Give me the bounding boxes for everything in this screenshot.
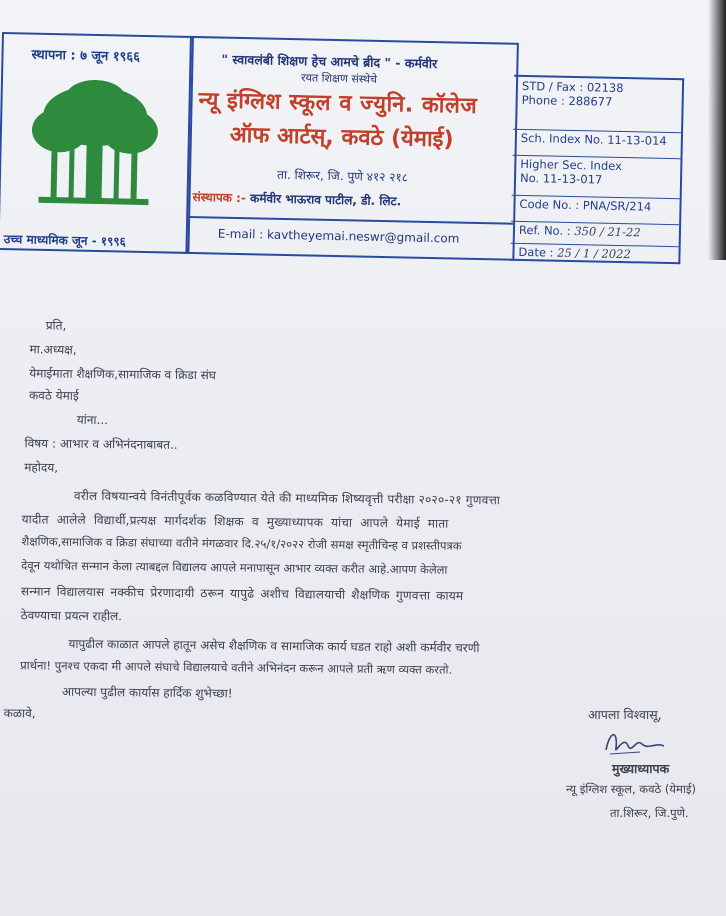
founder-name: कर्मवीर भाऊराव पाटील, डी. लिट. — [249, 191, 402, 209]
paragraph1-line4: देवून यथोचित सन्मान केला त्याबद्दल विद्यालय आपले मनापासून आभार व्यक्त करीत आहे.आपण केलेला — [21, 558, 448, 577]
school-address: ता. शिरूर, जि. पुणे ४१२ २१८ — [276, 167, 409, 185]
paragraph3: आपल्या पुढील कार्यास हार्दिक शुभेच्छा! — [61, 684, 233, 701]
email-address: E-mail : kavtheyemai.neswr@gmail.com — [217, 226, 460, 246]
std-fax: STD / Fax : 02138 — [521, 78, 624, 96]
code-no: Code No. : PNA/SR/214 — [519, 196, 652, 214]
page-shadow — [708, 0, 726, 260]
signature-scribble — [600, 724, 670, 758]
paragraph1-line1: वरील विषयान्वये विनंतीपूर्वक कळविण्यात येते की माध्यमिक शिष्यवृत्ती परीक्षा २०२०-२१ गुणवत्ता — [73, 488, 501, 508]
closing: आपला विश्वासू, — [588, 707, 662, 722]
paragraph1-line6: ठेवण्याचा प्रयत्न राहील. — [20, 608, 123, 624]
contact-info-cell — [510, 75, 684, 265]
ref-label: Ref. No. : — [518, 222, 571, 238]
society-name: रयत शिक्षण संस्थेचे — [300, 71, 378, 86]
junior-college-date: उच्च माध्यमिक जून - १९९६ — [3, 232, 126, 249]
school-stamp: न्यू इंग्लिश स्कूल, कवठे (येमाई) — [566, 782, 696, 796]
place: कवठे येमाई — [28, 388, 79, 403]
to-line: प्रति, — [45, 318, 67, 333]
established-date: स्थापना : ७ जून १९६६ — [31, 47, 141, 65]
banyan-tree-logo — [28, 75, 161, 218]
sch-index: Sch. Index No. 11-13-014 — [520, 130, 667, 148]
paragraph2-line2: प्रार्थना! पुनश्च एकदा मी आपले संघाचे विद्यालयाचे वतीने अभिनंदन करून आपले प्रती ऋण व्यक्त करतो. — [20, 658, 453, 677]
date-label: Date : — [518, 244, 554, 260]
kalave: कळावे, — [3, 706, 36, 721]
addressee: मा.अध्यक्ष, — [29, 342, 77, 357]
school-name-line1: न्यू इंग्लिश स्कूल व ज्युनि. कॉलेज — [198, 88, 478, 119]
fax-phone-row — [513, 77, 682, 134]
founder-label: संस्थापक :- — [192, 190, 247, 206]
school-name-cell — [185, 36, 518, 261]
salutation: महोदय, — [24, 460, 59, 475]
higher-sec-number: No. 11-13-017 — [519, 170, 603, 187]
date-value: 25 / 1 / 2022 — [557, 245, 631, 262]
paragraph1-line2: यादीत आलेले विद्यार्थी,प्रत्यक्ष मार्गदर्शक शिक्षक व मुख्याध्यापक यांचा आपले येमाई माता — [21, 512, 449, 531]
designation: मुख्याध्यापक — [612, 761, 670, 776]
paragraph1-line5: सन्मान विद्यालयास नक्कीच प्रेरणादायी ठरून यापुढे अशीच विद्यालयाची शैक्षणिक गुणवत्ता कायम — [20, 584, 464, 603]
phone-number: Phone : 288677 — [521, 92, 613, 109]
letterhead — [0, 32, 690, 264]
higher-sec-label: Higher Sec. Index — [520, 156, 623, 174]
taluka-stamp: ता.शिरूर, जि.पुणे. — [610, 806, 689, 820]
email-row — [187, 216, 513, 259]
yana: यांना... — [76, 412, 109, 428]
school-name-line2: ऑफ आर्टस्, कवठे (येमाई) — [229, 122, 454, 153]
motto: " स्वावलंबी शिक्षण हेच आमचे ब्रीद " - कर्मवीर — [221, 51, 438, 72]
higher-sec-row — [512, 155, 681, 200]
date-row — [510, 243, 678, 265]
ref-value: 350 / 21-22 — [574, 224, 641, 240]
paragraph2-line1: यापुढील काळात आपले हातून असेच शैक्षणिक व सामाजिक कार्य घडत राहो अशी कर्मवीर चरणी — [68, 636, 480, 656]
founder-line — [192, 188, 401, 209]
paragraph1-line3: शैक्षणिक,सामाजिक व क्रिडा संघाच्या वतीने मंगळवार दि.२५/१/२०२२ रोजी समक्ष स्मृतीचिन्ह व प्रशस्तीपत्रक — [21, 534, 462, 553]
subject: विषय : आभार व अभिनंदनाबाबत.. — [24, 436, 178, 452]
logo-cell — [0, 32, 194, 254]
organization: येमाईमाता शैक्षणिक,सामाजिक व क्रिडा संघ — [29, 366, 216, 383]
